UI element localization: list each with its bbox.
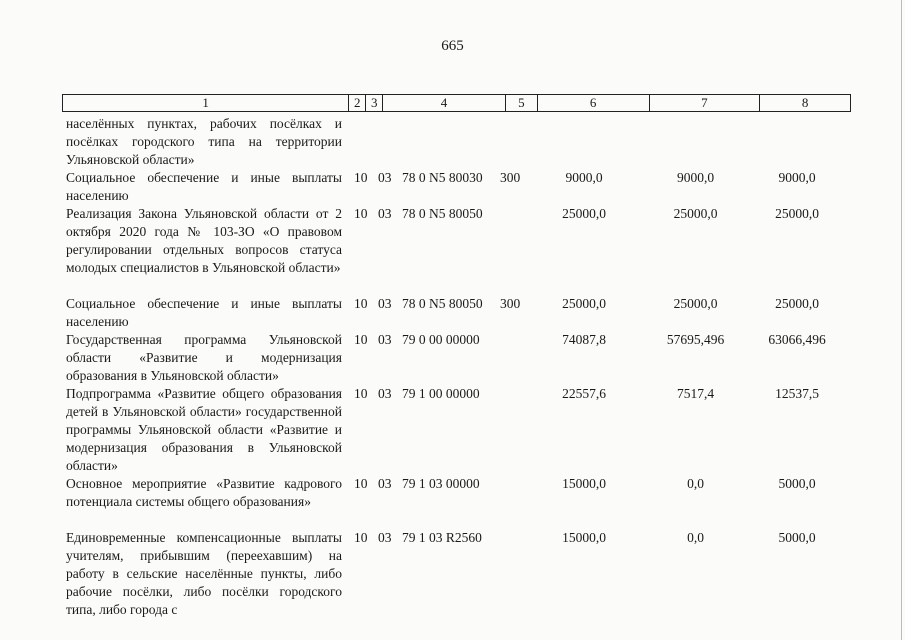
table-row [0,169,905,205]
row-cell-c2: 10 [354,332,368,347]
table-row [0,475,905,529]
row-cell-c6: 15000,0 [562,530,606,545]
page-edge [901,0,902,640]
row-cell-c2: 10 [354,476,368,491]
row-cell-c6: 9000,0 [565,170,603,185]
row-cell-c8: 5000,0 [778,530,816,545]
header-col-5: 5 [506,95,538,111]
page-number: 665 [441,38,464,54]
row-cell-c8: 63066,496 [768,332,826,347]
header-col-2: 2 [349,95,366,111]
header-col-4: 4 [383,95,506,111]
header-col-6: 6 [538,95,650,111]
row-cell-c4: 79 1 00 00000 [402,386,480,401]
row-cell-c3: 03 [378,170,392,185]
row-description: Государственная программа Ульяновской области «Развитие и модернизация образования в Ульяновской области» [66,332,342,383]
row-cell-c3: 03 [378,206,392,221]
row-description: Реализация Закона Ульяновской области от 2 октября 2020 года № 103-ЗО «О правовом регулировании отдельных вопросов статуса молодых специалистов в Ульяновской области» [66,206,342,275]
row-cell-c3: 03 [378,296,392,311]
row-cell-c3: 03 [378,332,392,347]
row-cell-c6: 25000,0 [562,206,606,221]
row-cell-c7: 25000,0 [673,206,718,221]
row-cell-c7: 25000,0 [673,296,718,311]
row-cell-c7: 0,0 [687,476,704,491]
row-cell-c4: 78 0 N5 80050 [402,206,483,221]
header-col-8: 8 [801,95,809,110]
row-cell-c8: 5000,0 [778,476,816,491]
row-cell-c4: 78 0 N5 80050 [402,296,483,311]
row-cell-c3: 03 [378,386,392,401]
row-cell-c2: 10 [354,386,368,401]
row-cell-c2: 10 [354,206,368,221]
table-header [62,94,851,112]
row-description: Единовременные компенсационные выплаты учителям, прибывшим (переехавшим) на работу в сельские населённые пункты, либо рабочие посёлки, либо посёлки городского типа, либо города с [66,530,342,617]
row-cell-c5: 300 [500,296,521,311]
row-description: Социальное обеспечение и иные выплаты населению [66,170,342,203]
row-cell-c6: 22557,6 [562,386,606,401]
table-row [0,331,905,385]
header-col-7: 7 [650,95,761,111]
row-cell-c4: 79 1 03 R2560 [402,530,482,545]
row-cell-c7: 7517,4 [676,386,715,401]
table-row [0,205,905,295]
row-cell-c4: 78 0 N5 80030 [402,170,483,185]
row-cell-c6: 25000,0 [562,296,606,311]
row-cell-c8: 25000,0 [775,206,819,221]
row-description: Подпрограмма «Развитие общего образования детей в Ульяновской области» государственной программы Ульяновской области «Развитие и модернизация образования в Ульяновской области» [66,386,342,473]
row-cell-c2: 10 [354,170,368,185]
row-cell-c7: 9000,0 [676,170,715,185]
row-cell-c4: 79 1 03 00000 [402,476,480,491]
row-cell-c2: 10 [354,530,368,545]
row-cell-c5: 300 [500,170,521,185]
header-col-3: 3 [366,95,383,111]
header-col-1: 1 [63,95,349,111]
row-cell-c2: 10 [354,296,368,311]
row-description: Основное мероприятие «Развитие кадрового потенциала системы общего образования» [66,476,342,509]
table-row [0,115,905,169]
row-cell-c8: 12537,5 [775,386,819,401]
row-description: Социальное обеспечение и иные выплаты населению [66,296,342,329]
row-cell-c3: 03 [378,530,392,545]
table-row [0,295,905,331]
table-row [0,529,905,619]
table-row [0,385,905,475]
row-cell-c7: 0,0 [687,530,704,545]
row-cell-c6: 15000,0 [562,476,606,491]
row-cell-c7: 57695,496 [666,332,725,347]
row-cell-c4: 79 0 00 00000 [402,332,480,347]
row-cell-c8: 25000,0 [775,296,819,311]
row-cell-c6: 74087,8 [562,332,606,347]
row-cell-c3: 03 [378,476,392,491]
row-cell-c8: 9000,0 [778,170,816,185]
row-description: населённых пунктах, рабочих посёлках и посёлках городского типа на территории Ульяновской области» [66,116,342,167]
